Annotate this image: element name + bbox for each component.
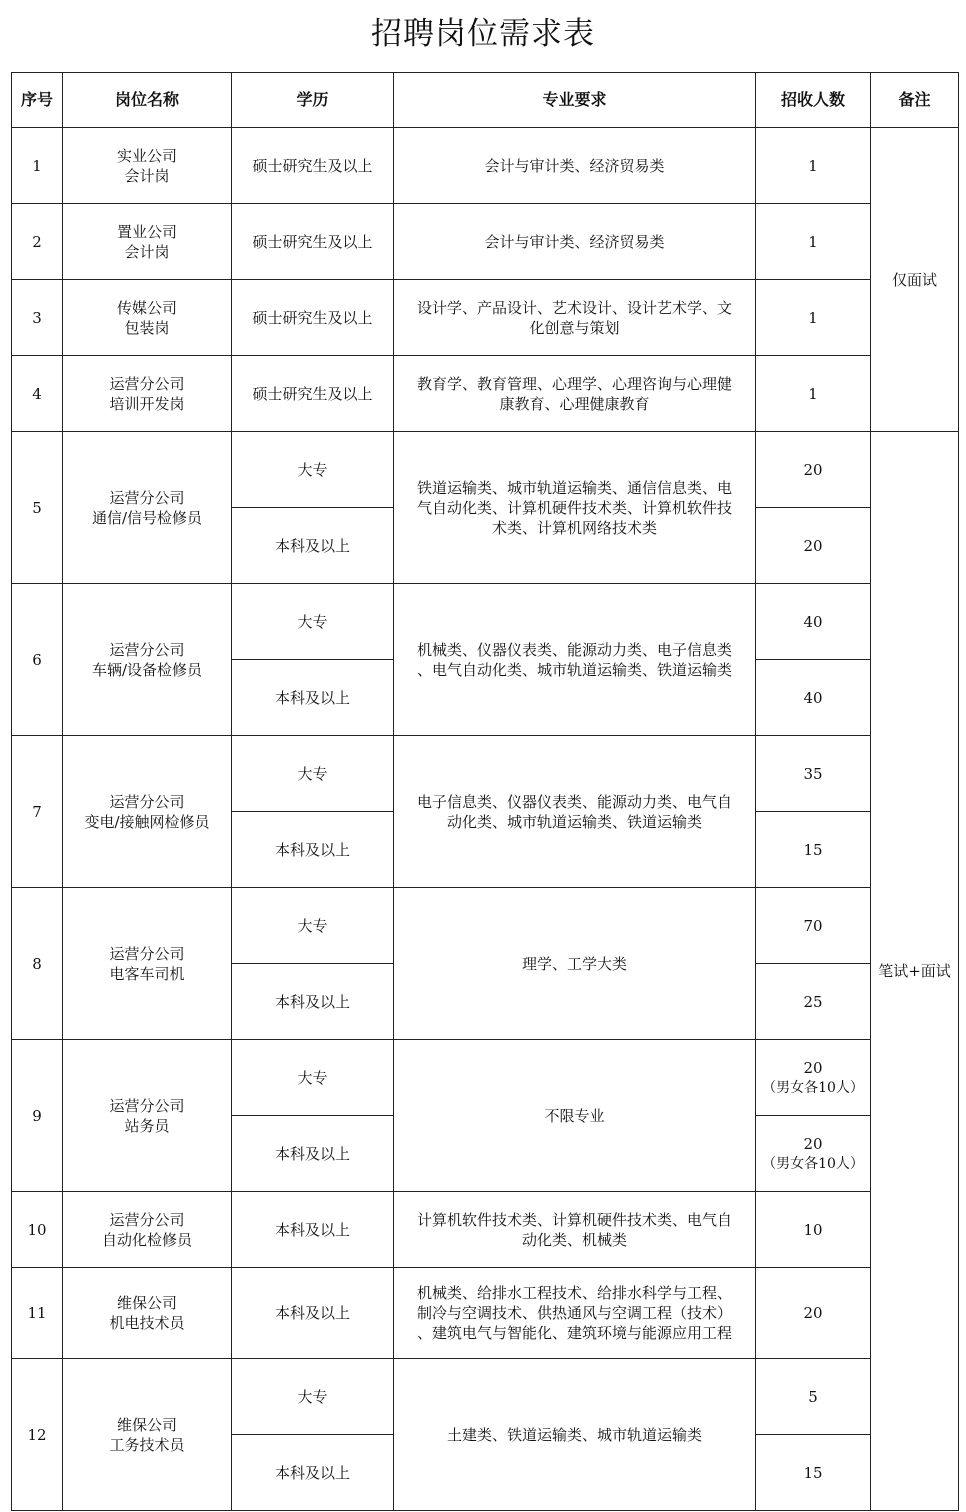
cell-major-line: 不限专业 xyxy=(544,1106,605,1125)
cell-major xyxy=(394,584,756,736)
cell-education: 本科及以上 xyxy=(232,812,394,888)
cell-count: 1 xyxy=(756,280,871,356)
cell-education: 大专 xyxy=(232,432,394,508)
cell-position-line: 实业公司 xyxy=(116,146,177,165)
cell-major-line: 会计与审计类、经济贸易类 xyxy=(484,156,665,175)
header-no: 序号 xyxy=(12,73,63,128)
cell-major xyxy=(394,128,756,204)
cell-position xyxy=(63,1192,232,1268)
cell-no: 2 xyxy=(12,204,63,280)
cell-major-line: 、电气自动化类、城市轨道运输类、铁道运输类 xyxy=(416,660,732,679)
cell-education: 大专 xyxy=(232,584,394,660)
cell-major-line: 、建筑电气与智能化、建筑环境与能源应用工程 xyxy=(416,1324,732,1342)
cell-position-line: 电客车司机 xyxy=(109,964,185,983)
count-value: 35 xyxy=(803,764,823,783)
cell-major-line: 动化类、机械类 xyxy=(521,1230,627,1249)
header-major: 专业要求 xyxy=(394,73,756,128)
cell-position xyxy=(63,356,232,432)
cell-no: 12 xyxy=(12,1359,63,1511)
count-value: 20 xyxy=(803,460,823,479)
cell-count xyxy=(756,1040,871,1116)
cell-count xyxy=(756,432,871,508)
cell-education: 大专 xyxy=(232,1359,394,1435)
cell-count: 10 xyxy=(756,1192,871,1268)
cell-major xyxy=(394,888,756,1040)
count-value: 20 xyxy=(803,536,823,555)
cell-major-line: 教育学、教育管理、心理学、心理咨询与心理健 xyxy=(416,374,732,393)
cell-major xyxy=(394,736,756,888)
cell-count xyxy=(756,1359,871,1435)
cell-count xyxy=(756,1435,871,1511)
cell-position-line: 变电/接触网检修员 xyxy=(84,812,210,831)
cell-position-line: 培训开发岗 xyxy=(109,394,185,413)
cell-major xyxy=(394,1268,756,1359)
cell-no: 5 xyxy=(12,432,63,584)
cell-major-line: 动化类、城市轨道运输类、铁道运输类 xyxy=(446,812,702,831)
cell-position-line: 维保公司 xyxy=(116,1415,177,1434)
cell-position-line: 运营分公司 xyxy=(109,374,185,393)
cell-major-line: 制冷与空调技术、供热通风与空调工程（技术） xyxy=(416,1304,732,1322)
cell-count: 1 xyxy=(756,356,871,432)
cell-position-line: 传媒公司 xyxy=(116,298,177,317)
cell-position xyxy=(63,736,232,888)
cell-education: 本科及以上 xyxy=(232,1268,394,1359)
cell-major-line: 机械类、给排水工程技术、给排水科学与工程、 xyxy=(416,1284,732,1302)
cell-no: 1 xyxy=(12,128,63,204)
cell-position-line: 会计岗 xyxy=(124,166,170,185)
cell-major xyxy=(394,1040,756,1192)
cell-remark: 仅面试 xyxy=(871,128,959,432)
cell-position xyxy=(63,128,232,204)
recruitment-table xyxy=(11,72,959,1511)
header-row xyxy=(12,73,959,128)
cell-education: 本科及以上 xyxy=(232,1192,394,1268)
cell-position-line: 置业公司 xyxy=(116,222,177,241)
cell-position-line: 车辆/设备检修员 xyxy=(91,660,203,679)
table-row xyxy=(12,128,959,204)
table-row xyxy=(12,432,959,508)
count-note: （男女各10人） xyxy=(762,1155,864,1172)
cell-no: 10 xyxy=(12,1192,63,1268)
header-education: 学历 xyxy=(232,73,394,128)
table-row xyxy=(12,204,959,280)
cell-position xyxy=(63,1359,232,1511)
cell-position-line: 运营分公司 xyxy=(109,640,185,659)
cell-count xyxy=(756,1116,871,1192)
cell-education: 硕士研究生及以上 xyxy=(232,356,394,432)
cell-major-line: 术类、计算机网络技术类 xyxy=(491,518,657,537)
cell-major-line: 设计学、产品设计、艺术设计、设计艺术学、文 xyxy=(416,298,732,317)
cell-position-line: 通信/信号检修员 xyxy=(91,508,203,527)
header-position: 岗位名称 xyxy=(63,73,232,128)
count-value: 15 xyxy=(803,1463,823,1482)
cell-education: 大专 xyxy=(232,888,394,964)
cell-education: 硕士研究生及以上 xyxy=(232,128,394,204)
cell-position-line: 维保公司 xyxy=(116,1294,177,1312)
table-row xyxy=(12,584,959,660)
cell-education: 本科及以上 xyxy=(232,508,394,584)
count-value: 20 xyxy=(803,1058,823,1077)
cell-position-line: 运营分公司 xyxy=(109,488,185,507)
cell-education: 硕士研究生及以上 xyxy=(232,280,394,356)
count-value: 40 xyxy=(803,688,823,707)
cell-education: 本科及以上 xyxy=(232,1116,394,1192)
cell-count xyxy=(756,888,871,964)
cell-count: 1 xyxy=(756,204,871,280)
cell-count xyxy=(756,660,871,736)
table-row xyxy=(12,280,959,356)
cell-count xyxy=(756,736,871,812)
cell-position-line: 运营分公司 xyxy=(109,1096,185,1115)
cell-major-line: 电子信息类、仪器仪表类、能源动力类、电气自 xyxy=(416,792,732,811)
count-value: 20 xyxy=(803,1134,823,1153)
cell-major-line: 会计与审计类、经济贸易类 xyxy=(484,232,665,251)
cell-position xyxy=(63,888,232,1040)
cell-major-line: 气自动化类、计算机硬件技术类、计算机软件技 xyxy=(416,498,732,517)
cell-major xyxy=(394,1192,756,1268)
cell-no: 7 xyxy=(12,736,63,888)
cell-major-line: 土建类、铁道运输类、城市轨道运输类 xyxy=(446,1425,702,1444)
cell-major xyxy=(394,280,756,356)
cell-position-line: 站务员 xyxy=(124,1116,170,1135)
cell-remark: 笔试+面试 xyxy=(871,432,959,1511)
cell-position xyxy=(63,1040,232,1192)
cell-position-line: 运营分公司 xyxy=(109,1210,185,1229)
cell-position xyxy=(63,1268,232,1359)
table-row xyxy=(12,1192,959,1268)
cell-position-line: 会计岗 xyxy=(124,242,170,261)
count-value: 25 xyxy=(803,992,823,1011)
cell-major-line: 机械类、仪器仪表类、能源动力类、电子信息类 xyxy=(416,640,732,659)
table-row xyxy=(12,1268,959,1359)
count-value: 40 xyxy=(803,612,823,631)
cell-no: 9 xyxy=(12,1040,63,1192)
cell-position xyxy=(63,432,232,584)
cell-count: 1 xyxy=(756,128,871,204)
table-body xyxy=(12,73,959,1511)
count-note: （男女各10人） xyxy=(762,1079,864,1096)
cell-no: 11 xyxy=(12,1268,63,1359)
cell-major xyxy=(394,432,756,584)
count-value: 5 xyxy=(808,1387,818,1406)
table-row xyxy=(12,356,959,432)
cell-education: 本科及以上 xyxy=(232,964,394,1040)
cell-education: 硕士研究生及以上 xyxy=(232,204,394,280)
cell-no: 6 xyxy=(12,584,63,736)
cell-education: 大专 xyxy=(232,1040,394,1116)
cell-count xyxy=(756,812,871,888)
header-count: 招收人数 xyxy=(756,73,871,128)
cell-major-line: 计算机软件技术类、计算机硬件技术类、电气自 xyxy=(416,1210,732,1229)
cell-education: 本科及以上 xyxy=(232,1435,394,1511)
cell-position-line: 运营分公司 xyxy=(109,792,185,811)
cell-major xyxy=(394,356,756,432)
cell-education: 大专 xyxy=(232,736,394,812)
cell-position-line: 运营分公司 xyxy=(109,944,185,963)
count-value: 15 xyxy=(803,840,823,859)
cell-major-line: 理学、工学大类 xyxy=(521,954,627,973)
cell-count: 20 xyxy=(756,1268,871,1359)
page-title: 招聘岗位需求表 xyxy=(371,16,595,52)
cell-major xyxy=(394,204,756,280)
header-remark: 备注 xyxy=(871,73,959,128)
cell-count xyxy=(756,508,871,584)
cell-major xyxy=(394,1359,756,1511)
cell-position xyxy=(63,584,232,736)
cell-education: 本科及以上 xyxy=(232,660,394,736)
cell-position xyxy=(63,280,232,356)
cell-major-line: 化创意与策划 xyxy=(529,318,620,337)
cell-no: 4 xyxy=(12,356,63,432)
count-value: 70 xyxy=(803,916,823,935)
cell-count xyxy=(756,584,871,660)
cell-position-line: 工务技术员 xyxy=(109,1435,185,1454)
table-row xyxy=(12,1040,959,1116)
cell-no: 3 xyxy=(12,280,63,356)
table-row xyxy=(12,736,959,812)
cell-count xyxy=(756,964,871,1040)
table-row xyxy=(12,1359,959,1435)
cell-position-line: 包装岗 xyxy=(124,318,170,337)
cell-no: 8 xyxy=(12,888,63,1040)
cell-position xyxy=(63,204,232,280)
cell-major-line: 康教育、心理健康教育 xyxy=(499,394,650,413)
cell-position-line: 机电技术员 xyxy=(109,1314,185,1332)
table-row xyxy=(12,888,959,964)
cell-major-line: 铁道运输类、城市轨道运输类、通信信息类、电 xyxy=(416,478,732,497)
cell-position-line: 自动化检修员 xyxy=(101,1230,192,1249)
